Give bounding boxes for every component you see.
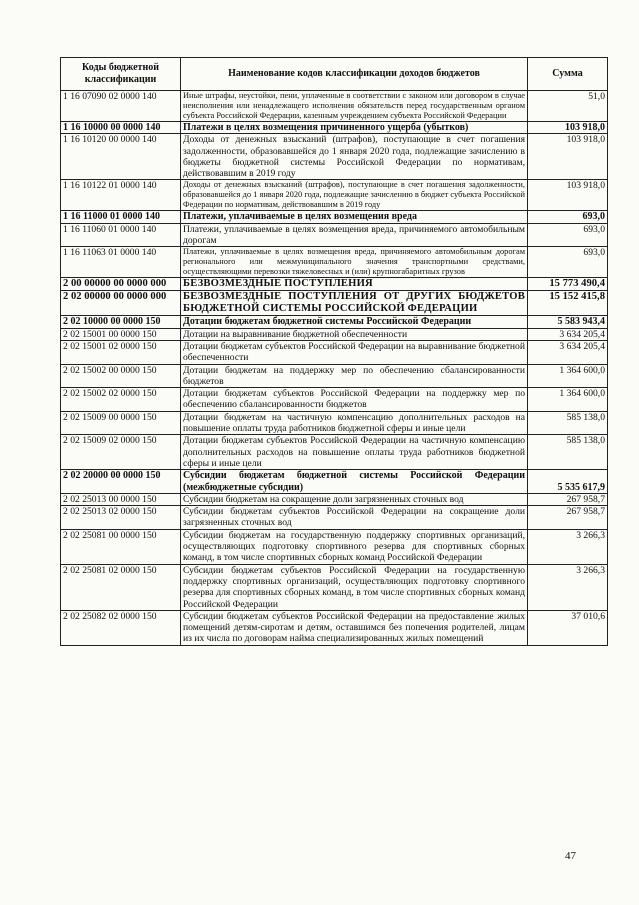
row-code: 1 16 07090 02 0000 140 [61, 91, 181, 122]
table-row [61, 91, 608, 122]
row-name: Иные штрафы, неустойки, пени, уплаченные в соответствии с законом или договором в случае неисполнения или ненадлежащего исполнения обязательств перед государственным органом субъекта Российской Федерации, казенным учреждением субъекта Российской Федерации [181, 91, 528, 122]
row-name: Субсидии бюджетам на сокращение доли загрязненных сточных вод [181, 493, 528, 505]
row-name: Доходы от денежных взысканий (штрафов), поступающие в счет погашения задолженности, образовавшейся до 1 января 2020 года, подлежащие зачислению в бюджет субъекта Российской Федерации по нормативам, действовавшим в 2019 году [181, 180, 528, 211]
row-name: Дотации бюджетам субъектов Российской Федерации на выравнивание бюджетной обеспеченности [181, 340, 528, 364]
table-row [61, 564, 608, 610]
header-sum: Сумма [528, 58, 608, 91]
row-name: БЕЗВОЗМЕЗДНЫЕ ПОСТУПЛЕНИЯ [181, 278, 528, 291]
table-row [61, 247, 608, 278]
row-name: Субсидии бюджетам субъектов Российской Федерации на предоставление жилых помещений детям-сиротам и детям, оставшимся без попечения родителей, лицам из их числа по договорам найма специализированных жилых помещений [181, 610, 528, 645]
row-name: Субсидии бюджетам субъектов Российской Федерации на сокращение доли загрязненных сточных вод [181, 506, 528, 530]
row-code: 2 02 15009 02 0000 150 [61, 435, 181, 470]
row-code: 2 02 15002 02 0000 150 [61, 388, 181, 412]
row-name: Дотации бюджетам субъектов Российской Федерации на частичную компенсацию дополнительных расходов на повышение оплаты труда работников бюджетной сферы и иные цели [181, 435, 528, 470]
row-code: 1 16 10120 00 0000 140 [61, 134, 181, 180]
row-name: Субсидии бюджетам на государственную поддержку спортивных организаций, осуществляющих подготовку спортивного резерва для спортивных сборных команд, в том числе спортивных сборных команд Российской Федерации [181, 529, 528, 564]
table-row [61, 291, 608, 316]
row-amount: 585 138,0 [528, 411, 608, 435]
row-amount: 3 266,3 [528, 529, 608, 564]
row-name: Платежи, уплачиваемые в целях возмещения вреда [181, 211, 528, 223]
row-amount: 3 266,3 [528, 564, 608, 610]
table-row [61, 316, 608, 328]
row-code: 1 16 10122 01 0000 140 [61, 180, 181, 211]
row-amount: 3 634 205,4 [528, 328, 608, 340]
row-name: БЕЗВОЗМЕЗДНЫЕ ПОСТУПЛЕНИЯ ОТ ДРУГИХ БЮДЖЕТОВ БЮДЖЕТНОЙ СИСТЕМЫ РОССИЙСКОЙ ФЕДЕРАЦИИ [181, 291, 528, 316]
row-amount: 693,0 [528, 223, 608, 247]
row-code: 2 02 15001 00 0000 150 [61, 328, 181, 340]
table-row [61, 122, 608, 134]
row-code: 2 02 10000 00 0000 150 [61, 316, 181, 328]
table-row [61, 470, 608, 494]
table-row [61, 211, 608, 223]
table-row [61, 529, 608, 564]
page-number: 47 [565, 850, 576, 862]
row-name: Платежи, уплачиваемые в целях возмещения вреда, причиняемого автомобильным дорогам [181, 223, 528, 247]
row-amount: 103 918,0 [528, 122, 608, 134]
table-row [61, 364, 608, 388]
row-name: Дотации бюджетам субъектов Российской Федерации на поддержку мер по обеспечению сбалансированности бюджетов [181, 388, 528, 412]
row-name: Дотации бюджетам бюджетной системы Российской Федерации [181, 316, 528, 328]
table-row [61, 506, 608, 530]
table-row [61, 493, 608, 505]
row-code: 2 02 25013 02 0000 150 [61, 506, 181, 530]
header-code: Коды бюджетной классификации [61, 58, 181, 91]
table-row [61, 180, 608, 211]
row-amount: 51,0 [528, 91, 608, 122]
row-amount: 1 364 600,0 [528, 388, 608, 412]
row-name: Доходы от денежных взысканий (штрафов), поступающие в счет погашения задолженности, образовавшейся до 1 января 2020 года, подлежащие зачислению в бюджеты бюджетной системы Российской Федерации по нормативам, действовавшим в 2019 году [181, 134, 528, 180]
table-row [61, 223, 608, 247]
row-code: 2 00 00000 00 0000 000 [61, 278, 181, 291]
row-code: 1 16 11060 01 0000 140 [61, 223, 181, 247]
row-amount: 3 634 205,4 [528, 340, 608, 364]
row-amount: 1 364 600,0 [528, 364, 608, 388]
row-amount: 15 773 490,4 [528, 278, 608, 291]
row-amount: 5 535 617,9 [528, 470, 608, 494]
row-amount: 693,0 [528, 247, 608, 278]
row-code: 1 16 11000 01 0000 140 [61, 211, 181, 223]
row-amount: 267 958,7 [528, 506, 608, 530]
table-row [61, 388, 608, 412]
row-code: 2 02 00000 00 0000 000 [61, 291, 181, 316]
row-code: 1 16 10000 00 0000 140 [61, 122, 181, 134]
row-code: 2 02 15001 02 0000 150 [61, 340, 181, 364]
table-row [61, 134, 608, 180]
row-code: 1 16 11063 01 0000 140 [61, 247, 181, 278]
row-name: Субсидии бюджетам бюджетной системы Российской Федерации (межбюджетные субсидии) [181, 470, 528, 494]
table-row [61, 610, 608, 645]
row-code: 2 02 25013 00 0000 150 [61, 493, 181, 505]
table-row [61, 435, 608, 470]
row-code: 2 02 15009 00 0000 150 [61, 411, 181, 435]
row-code: 2 02 15002 00 0000 150 [61, 364, 181, 388]
table-row [61, 278, 608, 291]
row-amount: 37 010,6 [528, 610, 608, 645]
row-amount: 267 958,7 [528, 493, 608, 505]
table-row [61, 411, 608, 435]
budget-income-table [60, 57, 608, 646]
header-name: Наименование кодов классификации доходов бюджетов [181, 58, 528, 91]
row-name: Дотации бюджетам на поддержку мер по обеспечению сбалансированности бюджетов [181, 364, 528, 388]
row-name: Платежи, уплачиваемые в целях возмещения вреда, причиняемого автомобильным дорогам регионального или межмуниципального значения транспортными средствами, осуществляющими перевозки тяжеловесных и (или) крупногабаритных грузов [181, 247, 528, 278]
row-name: Дотации на выравнивание бюджетной обеспеченности [181, 328, 528, 340]
row-amount: 103 918,0 [528, 134, 608, 180]
table-header-row [61, 58, 608, 91]
row-amount: 15 152 415,8 [528, 291, 608, 316]
row-amount: 103 918,0 [528, 180, 608, 211]
document-page [60, 57, 607, 646]
row-code: 2 02 25081 02 0000 150 [61, 564, 181, 610]
row-code: 2 02 25082 02 0000 150 [61, 610, 181, 645]
table-row [61, 340, 608, 364]
row-name: Платежи в целях возмещения причиненного ущерба (убытков) [181, 122, 528, 134]
row-code: 2 02 20000 00 0000 150 [61, 470, 181, 494]
row-amount: 585 138,0 [528, 435, 608, 470]
row-amount: 5 583 943,4 [528, 316, 608, 328]
row-name: Дотации бюджетам на частичную компенсацию дополнительных расходов на повышение оплаты труда работников бюджетной сферы и иные цели [181, 411, 528, 435]
row-name: Субсидии бюджетам субъектов Российской Федерации на государственную поддержку спортивных организаций, осуществляющих подготовку спортивного резерва для спортивных сборных команд, в том числе спортивных сборных команд Российской Федерации [181, 564, 528, 610]
table-row [61, 328, 608, 340]
row-code: 2 02 25081 00 0000 150 [61, 529, 181, 564]
row-amount: 693,0 [528, 211, 608, 223]
